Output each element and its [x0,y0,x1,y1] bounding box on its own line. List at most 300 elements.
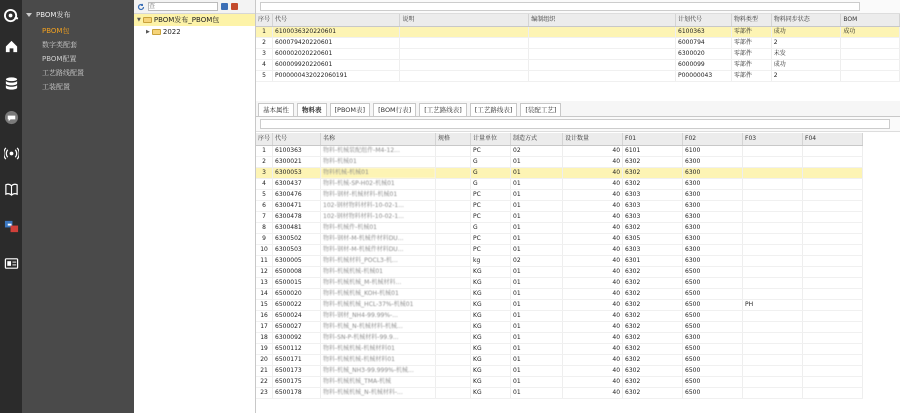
table-cell: 物料-钢材-M-机械件材料DU... [321,245,436,256]
table-cell [529,27,676,38]
table-cell: 物料-机械件-机械01 [321,223,436,234]
tree-node-root[interactable] [134,14,255,26]
table-cell: 6300437 [273,179,321,190]
table-row[interactable] [256,71,900,82]
table-cell: 物料-机械材料_POCL3-机... [321,256,436,267]
table-cell [803,289,863,300]
column-header[interactable]: 设计数量 [563,133,623,146]
tree-toolbar [134,0,255,14]
table-cell: 01 [511,366,563,377]
table-cell: 17 [256,322,273,333]
table-cell: 6500 [683,366,743,377]
tree-search-input[interactable] [148,2,218,11]
table-cell: 物料-机械机械-机械材料01 [321,344,436,355]
table-cell: 6500178 [273,388,321,399]
table-cell: PH [743,300,803,311]
table-cell: 6500015 [273,278,321,289]
table-cell: 物料-机械装配组件-M4-12... [321,146,436,157]
table-cell [400,27,529,38]
table-cell: 6300 [683,201,743,212]
table-cell: 6500 [683,300,743,311]
table-cell: P000000432022060191 [273,71,400,82]
column-header[interactable]: 规格 [436,133,471,146]
table-cell: KG [471,300,511,311]
table-cell [743,388,803,399]
table-cell: 零部件 [731,60,771,71]
table-cell: 3 [256,168,273,179]
table-cell [436,146,471,157]
table-row[interactable] [256,355,863,366]
column-header[interactable]: 物料类型 [731,14,771,27]
table-cell [436,377,471,388]
tree-node-child[interactable] [134,26,255,38]
column-header[interactable]: 制造方式 [511,133,563,146]
table-cell: 6500 [683,278,743,289]
table-row[interactable] [256,289,863,300]
table-cell [803,300,863,311]
table-cell: 01 [511,212,563,223]
table-cell: 物料-钢材-M-机械件材料DU... [321,234,436,245]
table-cell [529,60,676,71]
table-cell: 6500008 [273,267,321,278]
menu-group-pbom[interactable] [22,6,134,24]
table-cell: G [471,157,511,168]
menu-item-pbom-package[interactable]: PBOM包 [42,27,70,35]
table-cell: 6500024 [273,311,321,322]
table-cell: 18 [256,333,273,344]
table-cell: KG [471,377,511,388]
table-row[interactable] [256,234,863,245]
table-cell: 6300053 [273,168,321,179]
table-cell: 6300 [683,157,743,168]
table-cell [436,234,471,245]
table-cell: 6500 [683,311,743,322]
menu-group-label: PBOM发布 [36,11,71,19]
tab-3[interactable]: [PBOM表] [330,103,371,116]
table-cell [400,71,529,82]
content-pane [256,0,900,413]
table-cell [743,366,803,377]
table-cell: KG [471,311,511,322]
table-cell [436,388,471,399]
table-row[interactable] [256,245,863,256]
table-cell: 6300 [683,245,743,256]
table-cell: 40 [563,278,623,289]
table-cell [529,38,676,49]
table-row[interactable] [256,146,863,157]
table-cell: 600079420220601 [273,38,400,49]
home-icon[interactable] [0,35,22,57]
table-cell: 40 [563,234,623,245]
table-cell: 40 [563,388,623,399]
table-cell: PC [471,146,511,157]
icon-rail [0,0,22,413]
table-cell [436,278,471,289]
table-row[interactable] [256,322,863,333]
table-cell: 40 [563,157,623,168]
table-cell [803,234,863,245]
expand-icon[interactable] [221,3,228,10]
table-cell [803,179,863,190]
table-cell [743,344,803,355]
table-cell: 6300 [683,234,743,245]
table-row[interactable] [256,38,900,49]
table-cell: 6302 [623,223,683,234]
table-cell: 02 [511,146,563,157]
table-cell: 物料-机械_NH3-99.999%-机械... [321,366,436,377]
table-cell: 3 [256,49,273,60]
table-cell: 物料-机械机械-机械材料01 [321,355,436,366]
table-cell [743,267,803,278]
table-cell: 16 [256,311,273,322]
book-icon[interactable] [0,178,22,200]
table-cell: 2 [256,38,273,49]
table-cell [743,179,803,190]
table-cell: 40 [563,168,623,179]
table-cell [436,245,471,256]
table-cell: 零部件 [731,71,771,82]
table-cell [436,201,471,212]
table-cell: 40 [563,289,623,300]
column-header[interactable]: 代号 [273,133,321,146]
table-cell: 零部件 [731,38,771,49]
menu-item-tooling-config[interactable]: 工装配置 [42,83,70,91]
table-row[interactable] [256,366,863,377]
table-cell: 6000794 [676,38,732,49]
table-cell [436,311,471,322]
table-cell: 6301 [623,256,683,267]
column-header[interactable]: 序号 [256,133,273,146]
column-header[interactable]: F02 [683,133,743,146]
table-cell: KG [471,388,511,399]
table-cell: 1 [256,146,273,157]
table-row[interactable] [256,212,863,223]
menu-item-pbom-config[interactable]: PBOM配置 [42,55,77,63]
table-cell: 6500173 [273,366,321,377]
detail-toolbar [256,117,900,132]
table-cell: 40 [563,267,623,278]
table-cell [803,355,863,366]
column-header[interactable]: 计划代号 [676,14,732,27]
chevron-right-icon: ▶ [146,29,150,35]
table-cell [436,300,471,311]
table-cell: 物料-机械机械_M-机械材料... [321,278,436,289]
table-cell: 6302 [623,168,683,179]
table-cell [400,60,529,71]
table-cell: 15 [256,300,273,311]
table-cell: 6302 [623,355,683,366]
tab-4[interactable]: [BOM行表] [373,103,416,116]
table-cell: 40 [563,344,623,355]
table-cell [803,223,863,234]
table-cell: 6100363 [676,27,732,38]
table-cell: KG [471,278,511,289]
table-cell [803,311,863,322]
table-cell: PC [471,212,511,223]
table-cell [400,49,529,60]
package-table [256,14,900,82]
table-cell: 22 [256,377,273,388]
table-cell: 物料-机械机械_N-机械材料-... [321,388,436,399]
table-cell: 6100036320220601 [273,27,400,38]
table-cell: 6302 [623,366,683,377]
table-cell: 物料-机械_N-机械材料-机械... [321,322,436,333]
table-row[interactable] [256,157,863,168]
table-row[interactable] [256,388,863,399]
table-cell [743,289,803,300]
table-cell: 6500 [683,388,743,399]
table-cell: 6303 [623,201,683,212]
table-cell [803,278,863,289]
table-cell: 40 [563,377,623,388]
table-cell: 6100363 [273,146,321,157]
table-cell: 6302 [623,344,683,355]
tab-2[interactable]: 物料表 [297,103,327,116]
table-cell: PC [471,234,511,245]
table-cell: 01 [511,201,563,212]
table-cell [803,256,863,267]
column-header[interactable]: 代号 [273,14,400,27]
chevron-down-icon [26,13,32,17]
menu-item-route-config[interactable]: 工艺路线配置 [42,69,84,77]
table-cell: 6303 [623,190,683,201]
table-cell: 01 [511,344,563,355]
table-cell [803,366,863,377]
table-cell: 01 [511,179,563,190]
table-cell: 40 [563,256,623,267]
table-row[interactable] [256,256,863,267]
column-header[interactable]: 物料同步状态 [771,14,841,27]
table-cell: 01 [511,157,563,168]
table-cell: 40 [563,300,623,311]
table-cell: G [471,168,511,179]
table-cell [743,333,803,344]
table-cell: 零部件 [731,27,771,38]
chat-icon[interactable] [0,106,22,128]
table-cell: 物料机械-机械01 [321,168,436,179]
table-cell: 01 [511,190,563,201]
column-header[interactable]: F03 [743,133,803,146]
column-header[interactable]: F04 [803,133,863,146]
table-cell: 6302 [623,333,683,344]
table-cell [841,38,900,49]
table-cell: 40 [563,333,623,344]
table-cell: 8 [256,223,273,234]
table-cell: 6302 [623,377,683,388]
table-cell: 600009920220601 [273,60,400,71]
table-cell: 23 [256,388,273,399]
table-row[interactable] [256,344,863,355]
table-cell [743,322,803,333]
table-cell [743,201,803,212]
table-row[interactable] [256,278,863,289]
table-cell: PC [471,190,511,201]
table-cell: 20 [256,355,273,366]
table-cell: 01 [511,388,563,399]
table-row[interactable] [256,27,900,38]
table-cell: 成功 [771,60,841,71]
table-cell: 40 [563,212,623,223]
table-cell [436,267,471,278]
collapse-icon[interactable] [231,3,238,10]
column-header[interactable]: F01 [623,133,683,146]
table-cell: 40 [563,179,623,190]
top-toolbar [256,0,900,14]
tab-1[interactable]: 基本属性 [258,103,294,116]
table-cell: P00000043 [676,71,732,82]
column-header[interactable]: 名称 [321,133,436,146]
table-cell: KG [471,267,511,278]
column-header[interactable]: BOM [841,14,900,27]
table-row[interactable] [256,201,863,212]
table-cell: PC [471,201,511,212]
table-cell: 6300476 [273,190,321,201]
table-cell: 6500 [683,289,743,300]
table-row[interactable] [256,49,900,60]
table-cell [841,60,900,71]
table-cell [803,190,863,201]
table-cell [400,38,529,49]
table-cell: 01 [511,377,563,388]
table-cell [436,289,471,300]
column-header[interactable]: 计量单位 [471,133,511,146]
table-row[interactable] [256,311,863,322]
table-cell: 6500 [683,344,743,355]
table-cell [803,322,863,333]
column-header[interactable]: 编制组织 [529,14,676,27]
table-cell: 物料-机械-SP-H02-机械01 [321,179,436,190]
table-cell: 6300 [683,212,743,223]
column-header[interactable]: 序号 [256,14,273,27]
table-cell: 01 [511,168,563,179]
table-row[interactable] [256,300,863,311]
tree-node-label: 2022 [162,28,181,36]
table-cell: 6302 [623,322,683,333]
table-cell: 600002020220601 [273,49,400,60]
tab-5[interactable]: [工艺路线表] [419,103,467,116]
tab-7[interactable]: [装配工艺] [520,103,561,116]
table-cell: 6302 [623,388,683,399]
table-row[interactable] [256,267,863,278]
table-cell: 4 [256,179,273,190]
table-cell: 6100 [683,146,743,157]
table-cell: 物料-机械机械-机械01 [321,267,436,278]
broadcast-icon[interactable] [0,142,22,164]
table-cell: 102-钢材物料材料-10-02-1... [321,201,436,212]
tree-panel [134,0,256,413]
tab-6[interactable]: [工艺路线表] [470,103,518,116]
menu-item-digital-kit[interactable]: 数字类配套 [42,41,77,49]
table-cell: 6300471 [273,201,321,212]
material-table [256,133,863,399]
table-cell [743,355,803,366]
table-cell: 6000099 [676,60,732,71]
table-row[interactable] [256,190,863,201]
table-cell [841,71,900,82]
table-cell: 6500171 [273,355,321,366]
table-row[interactable] [256,60,900,71]
detail-tabs [256,101,900,117]
table-cell: 9 [256,234,273,245]
database-icon[interactable] [0,72,22,94]
table-row[interactable] [256,377,863,388]
table-cell: 4 [256,60,273,71]
id-card-icon[interactable] [0,252,22,274]
table-cell [803,377,863,388]
table-cell [436,322,471,333]
detail-filter-input[interactable] [260,119,890,129]
table-cell [436,355,471,366]
table-cell: 6 [256,201,273,212]
table-cell: 6300020 [676,49,732,60]
table-cell [803,157,863,168]
table-cell: 物料-机械机械_KOH-机械01 [321,289,436,300]
table-cell: 13 [256,278,273,289]
table-cell: KG [471,322,511,333]
table-cell [743,311,803,322]
table-cell [436,256,471,267]
table-row[interactable] [256,333,863,344]
table-cell [803,212,863,223]
table-cell: 6303 [623,245,683,256]
table-cell: 6302 [623,278,683,289]
share-icon[interactable] [0,215,22,237]
table-cell: 6500175 [273,377,321,388]
table-cell [436,333,471,344]
table-cell [529,49,676,60]
tree-node-label: PBOM发布_PBOM包 [153,16,220,24]
table-cell: 01 [511,333,563,344]
table-cell: 01 [511,289,563,300]
table-cell: PC [471,245,511,256]
table-cell: 19 [256,344,273,355]
table-row[interactable] [256,223,863,234]
table-cell [803,168,863,179]
table-cell: 01 [511,223,563,234]
table-cell [743,146,803,157]
table-cell [743,212,803,223]
table-cell: 10 [256,245,273,256]
table-row[interactable] [256,179,863,190]
logo-icon[interactable] [0,4,22,26]
table-cell: 40 [563,355,623,366]
table-cell: 40 [563,245,623,256]
table-cell [743,256,803,267]
table-cell: 物料-机械机械_TMA-机械 [321,377,436,388]
table-cell: 6305 [623,234,683,245]
table-cell: 40 [563,366,623,377]
top-filter-input[interactable] [260,2,860,11]
table-cell: 40 [563,201,623,212]
table-cell: 物料-钢材-机械材料-机械01 [321,190,436,201]
table-row[interactable] [256,168,863,179]
table-cell: KG [471,344,511,355]
table-cell: 01 [511,311,563,322]
table-cell [743,245,803,256]
table-cell [841,49,900,60]
table-cell [436,157,471,168]
table-cell [803,146,863,157]
table-cell: 成功 [771,27,841,38]
table-cell: 6500 [683,355,743,366]
table-cell: 6302 [623,157,683,168]
folder-icon [152,29,161,35]
table-cell: kg [471,256,511,267]
refresh-icon[interactable] [137,3,145,11]
table-cell: 6500020 [273,289,321,300]
table-cell: 6302 [623,267,683,278]
column-header[interactable]: 说明 [400,14,529,27]
